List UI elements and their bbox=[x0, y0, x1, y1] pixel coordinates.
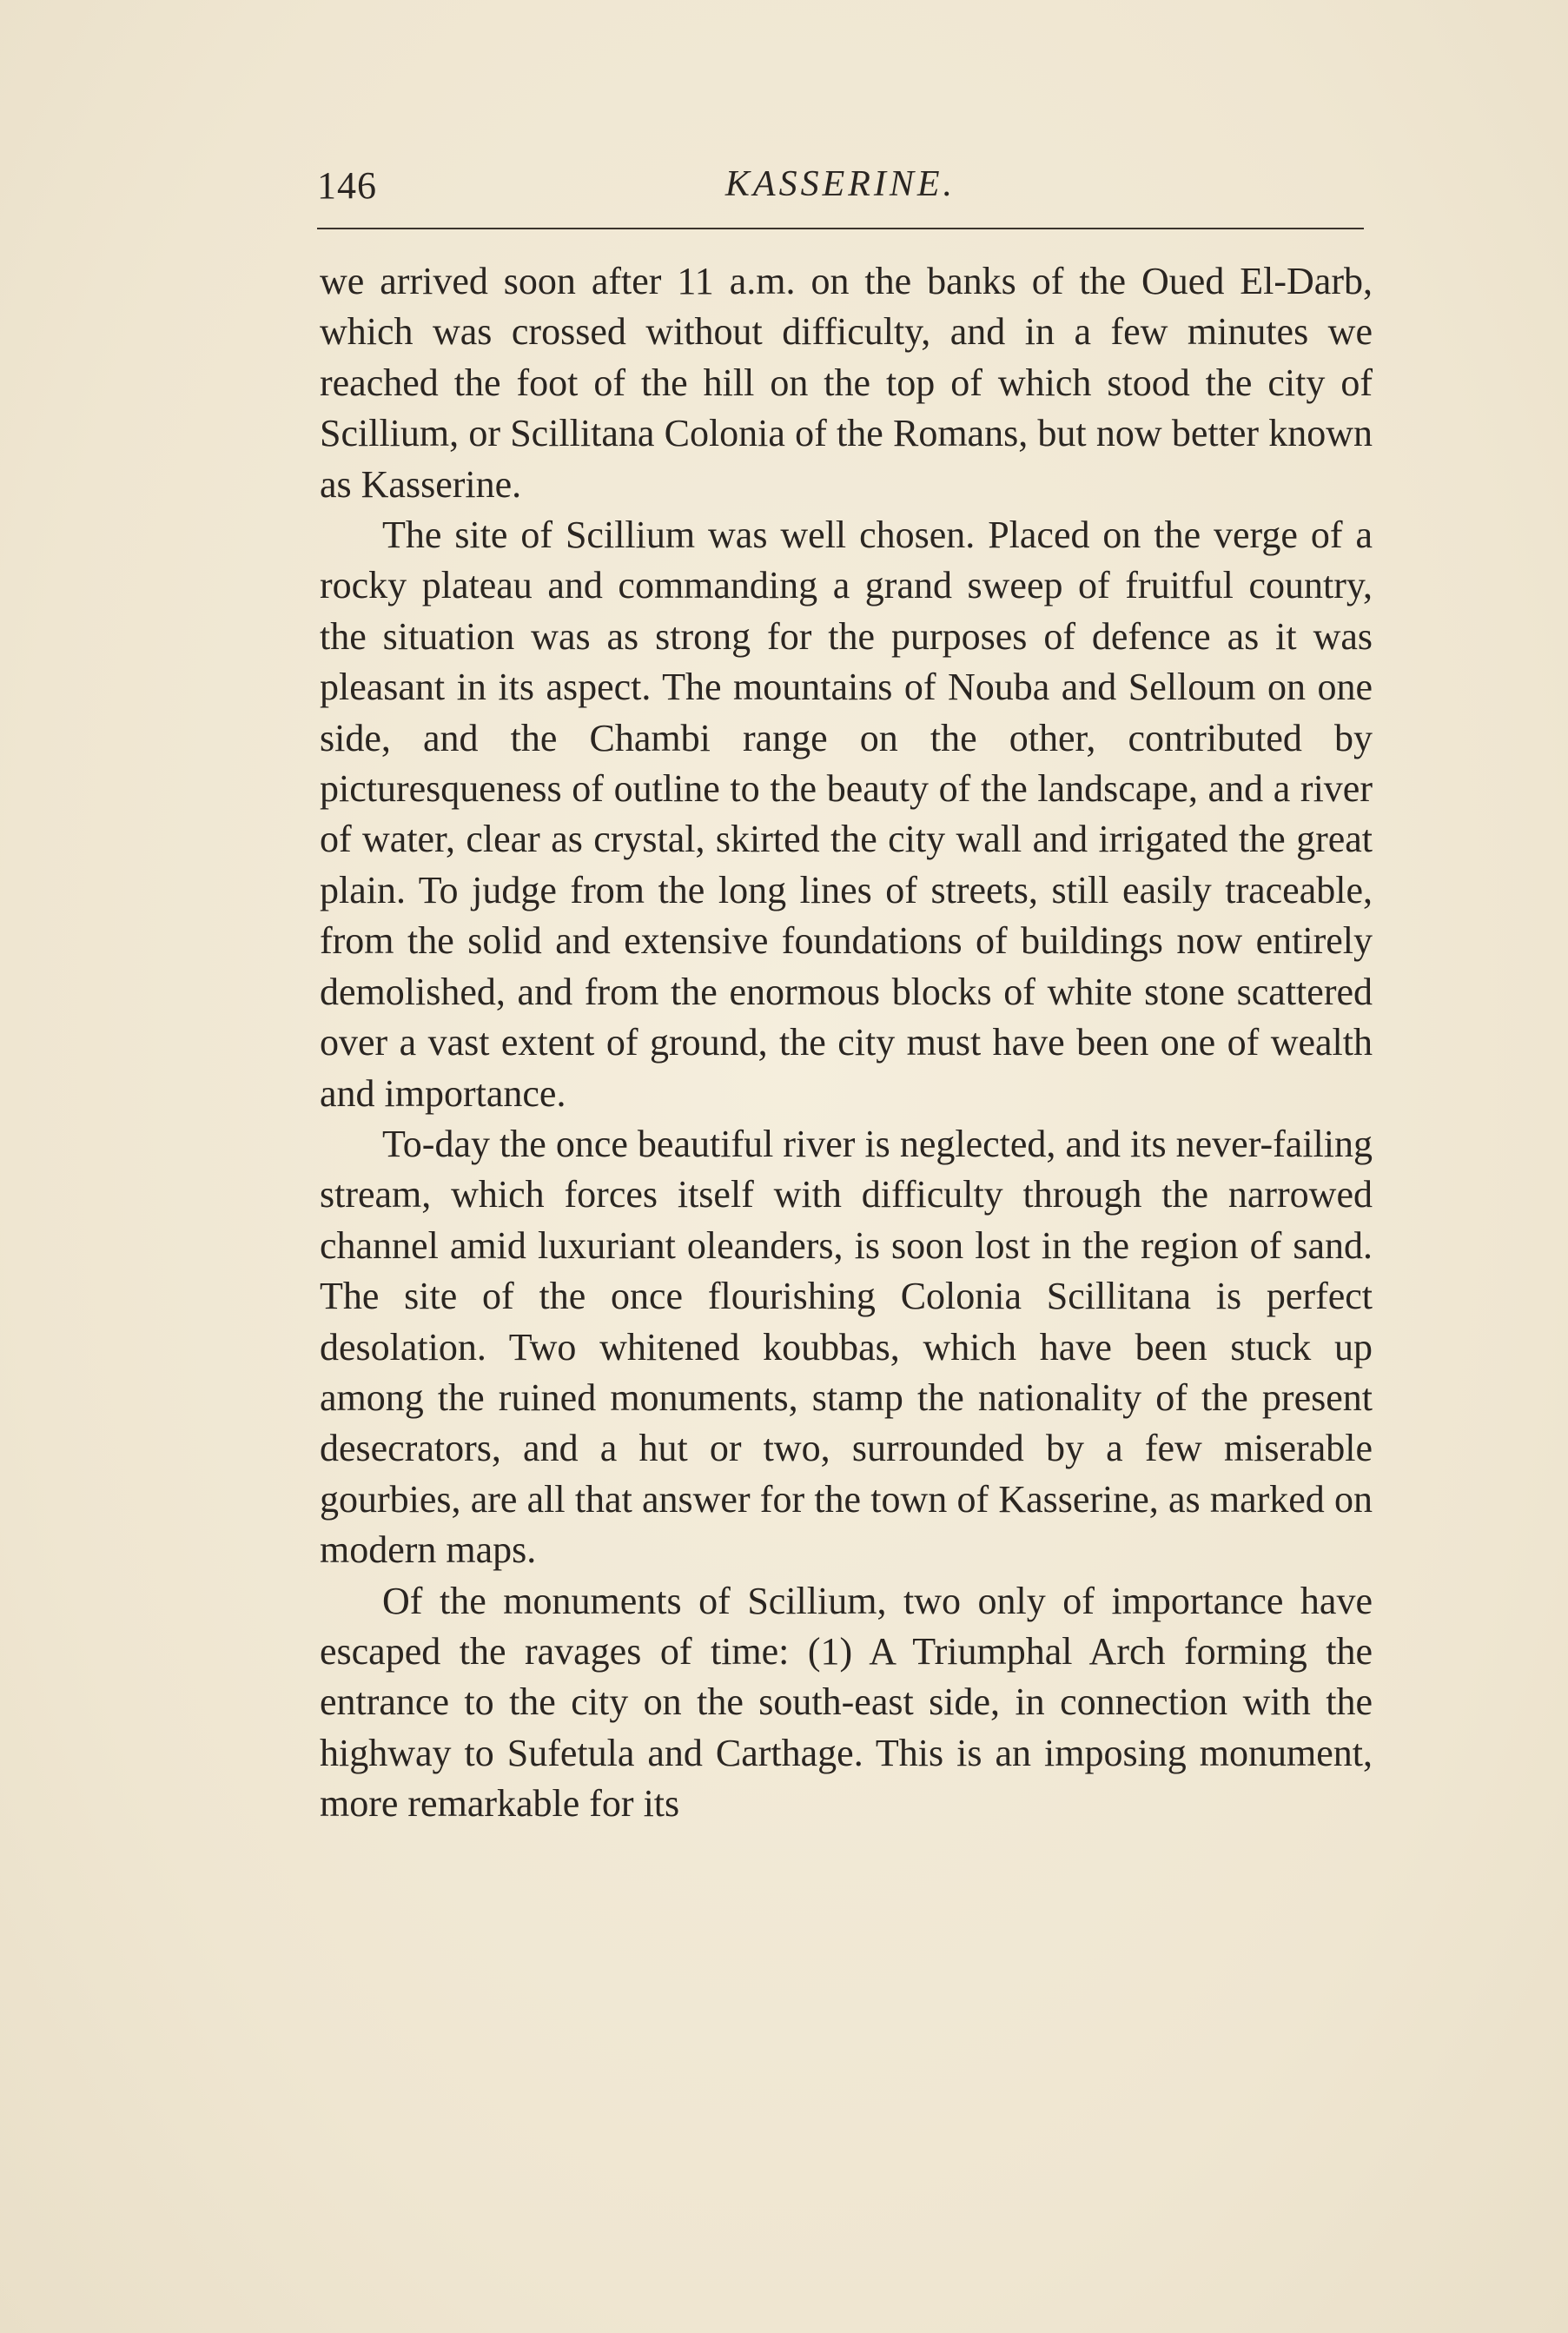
page-header bbox=[317, 156, 1364, 217]
paragraph: The site of Scillium was well chosen. Placed on the verge of a rocky plateau and commanding a grand sweep of fruitful country, the situation was as strong for the purposes of defence as it was pleasant in its aspect. The mountains of Nouba and Selloum on one side, and the Chambi range on the other, contributed by picturesqueness of outline to the beauty of the landscape, and a river of water, clear as crystal, skirted the city wall and irrigated the great plain. To judge from the long lines of streets, still easily traceable, from the solid and extensive foundations of buildings now entirely demolished, and from the enormous blocks of white stone scattered over a vast extent of ground, the city must have been one of wealth and importance. bbox=[320, 514, 1373, 1115]
body-text bbox=[320, 256, 1373, 1830]
paragraph: Of the monuments of Scillium, two only of importance have escaped the ravages of time: (1) A Triumphal Arch forming the entrance to the city on the south-east side, in connection with the highway to Sufetula and Carthage. This is an imposing monument, more remarkable for its bbox=[320, 1579, 1373, 1826]
header-rule bbox=[317, 228, 1364, 229]
paragraph: To-day the once beautiful river is neglected, and its never-failing stream, which forces itself with difficulty through the narrowed channel amid luxuriant oleanders, is soon lost in the region of sand. The site of the once flourishing Colonia Scillitana is perfect desolation. Two whitened koubbas, which have been stuck up among the ruined monuments, stamp the nationality of the present desecrators, and a hut or two, surrounded by a few miserable gourbies, are all that answer for the town of Kasserine, as marked on modern maps. bbox=[320, 1122, 1373, 1572]
page-number: 146 bbox=[317, 164, 377, 207]
running-title: KASSERINE. bbox=[724, 164, 956, 204]
paragraph: we arrived soon after 11 a.m. on the banks of the Oued El-Darb, which was crossed without difficulty, and in a few minutes we reached the foot of the hill on the top of which stood the city of Scillium, or Scillitana Colonia of the Romans, but now better known as Kasserine. bbox=[320, 260, 1373, 506]
